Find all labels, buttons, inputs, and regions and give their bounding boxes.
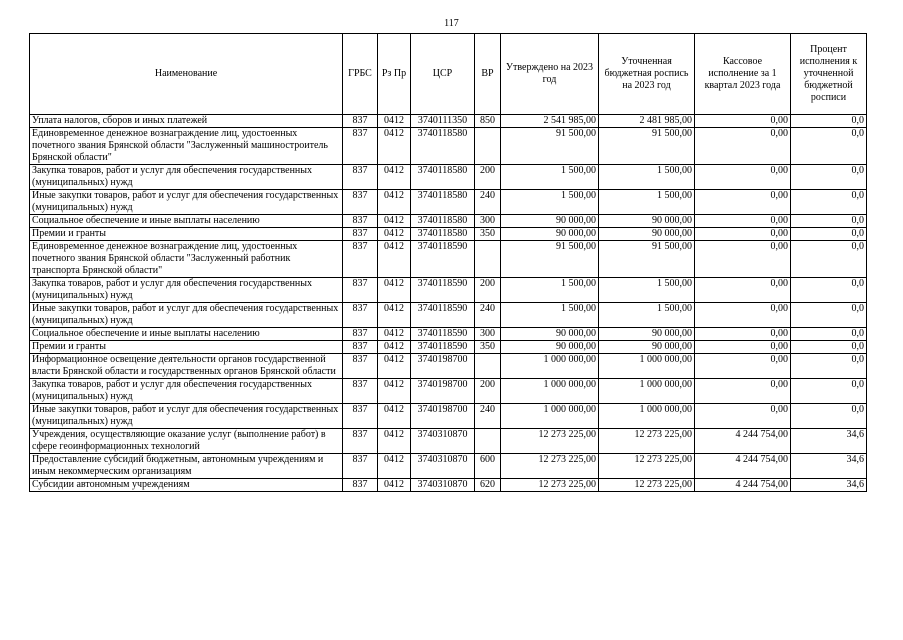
- header-percent: Процент исполнения к уточненной бюджетной росписи: [791, 34, 867, 115]
- cell-refined: 2 481 985,00: [599, 115, 695, 128]
- cell-grbs: 837: [343, 278, 378, 303]
- cell-refined: 91 500,00: [599, 128, 695, 165]
- cell-percent: 34,6: [791, 479, 867, 492]
- cell-vr: 200: [475, 379, 501, 404]
- cell-vr: 300: [475, 215, 501, 228]
- cell-cash: 0,00: [695, 404, 791, 429]
- cell-cash: 0,00: [695, 328, 791, 341]
- cell-approved: 90 000,00: [501, 328, 599, 341]
- cell-percent: 0,0: [791, 128, 867, 165]
- cell-name: Иные закупки товаров, работ и услуг для обеспечения государственных (муниципальных) нужд: [30, 303, 343, 328]
- cell-vr: [475, 354, 501, 379]
- header-vr: ВР: [475, 34, 501, 115]
- cell-percent: 0,0: [791, 354, 867, 379]
- cell-csr: 3740198700: [411, 379, 475, 404]
- cell-rzpr: 0412: [378, 341, 411, 354]
- cell-vr: 350: [475, 341, 501, 354]
- cell-cash: 4 244 754,00: [695, 479, 791, 492]
- header-csr: ЦСР: [411, 34, 475, 115]
- cell-vr: 600: [475, 454, 501, 479]
- cell-approved: 12 273 225,00: [501, 429, 599, 454]
- cell-rzpr: 0412: [378, 328, 411, 341]
- cell-name: Закупка товаров, работ и услуг для обеспечения государственных (муниципальных) нужд: [30, 165, 343, 190]
- cell-grbs: 837: [343, 379, 378, 404]
- cell-percent: 0,0: [791, 404, 867, 429]
- cell-csr: 3740118590: [411, 341, 475, 354]
- table-row: [30, 128, 867, 165]
- table-row: [30, 215, 867, 228]
- cell-cash: 0,00: [695, 341, 791, 354]
- header-name: Наименование: [30, 34, 343, 115]
- cell-rzpr: 0412: [378, 190, 411, 215]
- cell-grbs: 837: [343, 190, 378, 215]
- cell-csr: 3740310870: [411, 454, 475, 479]
- cell-refined: 1 500,00: [599, 165, 695, 190]
- cell-approved: 91 500,00: [501, 128, 599, 165]
- cell-cash: 0,00: [695, 190, 791, 215]
- cell-vr: 300: [475, 328, 501, 341]
- cell-grbs: 837: [343, 479, 378, 492]
- cell-csr: 3740118590: [411, 328, 475, 341]
- table-row: [30, 241, 867, 278]
- cell-percent: 0,0: [791, 341, 867, 354]
- cell-name: Премии и гранты: [30, 341, 343, 354]
- cell-refined: 90 000,00: [599, 228, 695, 241]
- table-row: [30, 429, 867, 454]
- header-row: [30, 34, 867, 115]
- table-row: [30, 115, 867, 128]
- cell-cash: 0,00: [695, 165, 791, 190]
- table-row: [30, 165, 867, 190]
- table-row: [30, 341, 867, 354]
- cell-vr: 240: [475, 190, 501, 215]
- table-row: [30, 379, 867, 404]
- cell-vr: 240: [475, 303, 501, 328]
- cell-name: Предоставление субсидий бюджетным, автономным учреждениям и иным некоммерческим организациям: [30, 454, 343, 479]
- cell-name: Уплата налогов, сборов и иных платежей: [30, 115, 343, 128]
- table-row: [30, 479, 867, 492]
- cell-vr: 620: [475, 479, 501, 492]
- cell-approved: 90 000,00: [501, 215, 599, 228]
- cell-refined: 90 000,00: [599, 215, 695, 228]
- cell-rzpr: 0412: [378, 429, 411, 454]
- header-rzpr: Рз Пр: [378, 34, 411, 115]
- cell-rzpr: 0412: [378, 278, 411, 303]
- cell-approved: 1 500,00: [501, 303, 599, 328]
- cell-name: Закупка товаров, работ и услуг для обеспечения государственных (муниципальных) нужд: [30, 379, 343, 404]
- cell-percent: 0,0: [791, 115, 867, 128]
- cell-csr: 3740310870: [411, 479, 475, 492]
- cell-grbs: 837: [343, 215, 378, 228]
- cell-cash: 4 244 754,00: [695, 454, 791, 479]
- cell-cash: 4 244 754,00: [695, 429, 791, 454]
- cell-csr: 3740118580: [411, 165, 475, 190]
- cell-vr: 200: [475, 165, 501, 190]
- cell-rzpr: 0412: [378, 215, 411, 228]
- cell-grbs: 837: [343, 404, 378, 429]
- table-row: [30, 404, 867, 429]
- cell-refined: 12 273 225,00: [599, 454, 695, 479]
- cell-name: Премии и гранты: [30, 228, 343, 241]
- table-row: [30, 303, 867, 328]
- header-refined: Уточненная бюджетная роспись на 2023 год: [599, 34, 695, 115]
- cell-cash: 0,00: [695, 354, 791, 379]
- cell-approved: 1 500,00: [501, 165, 599, 190]
- cell-csr: 3740118580: [411, 228, 475, 241]
- cell-grbs: 837: [343, 165, 378, 190]
- cell-grbs: 837: [343, 341, 378, 354]
- cell-percent: 0,0: [791, 241, 867, 278]
- header-grbs: ГРБС: [343, 34, 378, 115]
- cell-refined: 1 000 000,00: [599, 354, 695, 379]
- cell-vr: [475, 241, 501, 278]
- cell-grbs: 837: [343, 328, 378, 341]
- cell-name: Социальное обеспечение и иные выплаты населению: [30, 215, 343, 228]
- cell-refined: 1 500,00: [599, 190, 695, 215]
- cell-approved: 1 500,00: [501, 190, 599, 215]
- cell-rzpr: 0412: [378, 354, 411, 379]
- cell-percent: 34,6: [791, 454, 867, 479]
- cell-vr: [475, 128, 501, 165]
- cell-csr: 3740118590: [411, 303, 475, 328]
- cell-percent: 0,0: [791, 328, 867, 341]
- cell-refined: 1 000 000,00: [599, 404, 695, 429]
- cell-rzpr: 0412: [378, 128, 411, 165]
- cell-percent: 0,0: [791, 303, 867, 328]
- cell-cash: 0,00: [695, 215, 791, 228]
- cell-vr: 200: [475, 278, 501, 303]
- cell-grbs: 837: [343, 429, 378, 454]
- cell-approved: 1 000 000,00: [501, 404, 599, 429]
- cell-cash: 0,00: [695, 379, 791, 404]
- cell-grbs: 837: [343, 115, 378, 128]
- cell-csr: 3740118590: [411, 241, 475, 278]
- cell-name: Учреждения, осуществляющие оказание услуг (выполнение работ) в сфере геоинформационных технологий: [30, 429, 343, 454]
- cell-percent: 0,0: [791, 278, 867, 303]
- cell-vr: 240: [475, 404, 501, 429]
- cell-vr: [475, 429, 501, 454]
- cell-cash: 0,00: [695, 278, 791, 303]
- cell-percent: 0,0: [791, 215, 867, 228]
- cell-refined: 1 500,00: [599, 278, 695, 303]
- cell-rzpr: 0412: [378, 404, 411, 429]
- cell-refined: 12 273 225,00: [599, 429, 695, 454]
- cell-name: Единовременное денежное вознаграждение лиц, удостоенных почетного звания Брянской области "Заслуженный работник транспорта Брянской области": [30, 241, 343, 278]
- cell-refined: 1 000 000,00: [599, 379, 695, 404]
- header-cash: Кассовое исполнение за 1 квартал 2023 года: [695, 34, 791, 115]
- cell-approved: 1 500,00: [501, 278, 599, 303]
- cell-grbs: 837: [343, 241, 378, 278]
- cell-rzpr: 0412: [378, 479, 411, 492]
- cell-percent: 34,6: [791, 429, 867, 454]
- table-row: [30, 278, 867, 303]
- cell-refined: 90 000,00: [599, 341, 695, 354]
- cell-approved: 12 273 225,00: [501, 479, 599, 492]
- cell-approved: 1 000 000,00: [501, 354, 599, 379]
- cell-rzpr: 0412: [378, 165, 411, 190]
- cell-grbs: 837: [343, 303, 378, 328]
- cell-cash: 0,00: [695, 115, 791, 128]
- table-body: [30, 115, 867, 492]
- table-row: [30, 454, 867, 479]
- cell-csr: 3740198700: [411, 354, 475, 379]
- cell-cash: 0,00: [695, 303, 791, 328]
- cell-cash: 0,00: [695, 241, 791, 278]
- cell-rzpr: 0412: [378, 379, 411, 404]
- cell-name: Закупка товаров, работ и услуг для обеспечения государственных (муниципальных) нужд: [30, 278, 343, 303]
- cell-approved: 2 541 985,00: [501, 115, 599, 128]
- cell-approved: 1 000 000,00: [501, 379, 599, 404]
- cell-csr: 3740198700: [411, 404, 475, 429]
- cell-grbs: 837: [343, 228, 378, 241]
- cell-rzpr: 0412: [378, 241, 411, 278]
- cell-approved: 90 000,00: [501, 341, 599, 354]
- cell-name: Субсидии автономным учреждениям: [30, 479, 343, 492]
- cell-vr: 350: [475, 228, 501, 241]
- cell-refined: 90 000,00: [599, 328, 695, 341]
- cell-name: Социальное обеспечение и иные выплаты населению: [30, 328, 343, 341]
- cell-rzpr: 0412: [378, 228, 411, 241]
- cell-cash: 0,00: [695, 128, 791, 165]
- cell-refined: 91 500,00: [599, 241, 695, 278]
- cell-name: Иные закупки товаров, работ и услуг для обеспечения государственных (муниципальных) нужд: [30, 190, 343, 215]
- cell-name: Информационное освещение деятельности органов государственной власти Брянской области и государственных органов Брянской области: [30, 354, 343, 379]
- table-row: [30, 354, 867, 379]
- cell-vr: 850: [475, 115, 501, 128]
- cell-percent: 0,0: [791, 228, 867, 241]
- cell-rzpr: 0412: [378, 115, 411, 128]
- cell-refined: 12 273 225,00: [599, 479, 695, 492]
- cell-name: Единовременное денежное вознаграждение лиц, удостоенных почетного звания Брянской области "Заслуженный машиностроитель Брянской области": [30, 128, 343, 165]
- table-row: [30, 328, 867, 341]
- cell-cash: 0,00: [695, 228, 791, 241]
- page-number: 117: [444, 18, 459, 29]
- table-row: [30, 190, 867, 215]
- cell-csr: 3740118590: [411, 278, 475, 303]
- table-row: [30, 228, 867, 241]
- cell-percent: 0,0: [791, 165, 867, 190]
- cell-percent: 0,0: [791, 190, 867, 215]
- cell-approved: 91 500,00: [501, 241, 599, 278]
- cell-refined: 1 500,00: [599, 303, 695, 328]
- cell-csr: 3740310870: [411, 429, 475, 454]
- cell-rzpr: 0412: [378, 454, 411, 479]
- cell-csr: 3740111350: [411, 115, 475, 128]
- cell-csr: 3740118580: [411, 128, 475, 165]
- cell-approved: 90 000,00: [501, 228, 599, 241]
- cell-approved: 12 273 225,00: [501, 454, 599, 479]
- cell-name: Иные закупки товаров, работ и услуг для обеспечения государственных (муниципальных) нужд: [30, 404, 343, 429]
- cell-rzpr: 0412: [378, 303, 411, 328]
- cell-csr: 3740118580: [411, 215, 475, 228]
- cell-csr: 3740118580: [411, 190, 475, 215]
- cell-grbs: 837: [343, 128, 378, 165]
- budget-table: [29, 33, 867, 492]
- cell-grbs: 837: [343, 354, 378, 379]
- cell-grbs: 837: [343, 454, 378, 479]
- cell-percent: 0,0: [791, 379, 867, 404]
- header-approved: Утверждено на 2023 год: [501, 34, 599, 115]
